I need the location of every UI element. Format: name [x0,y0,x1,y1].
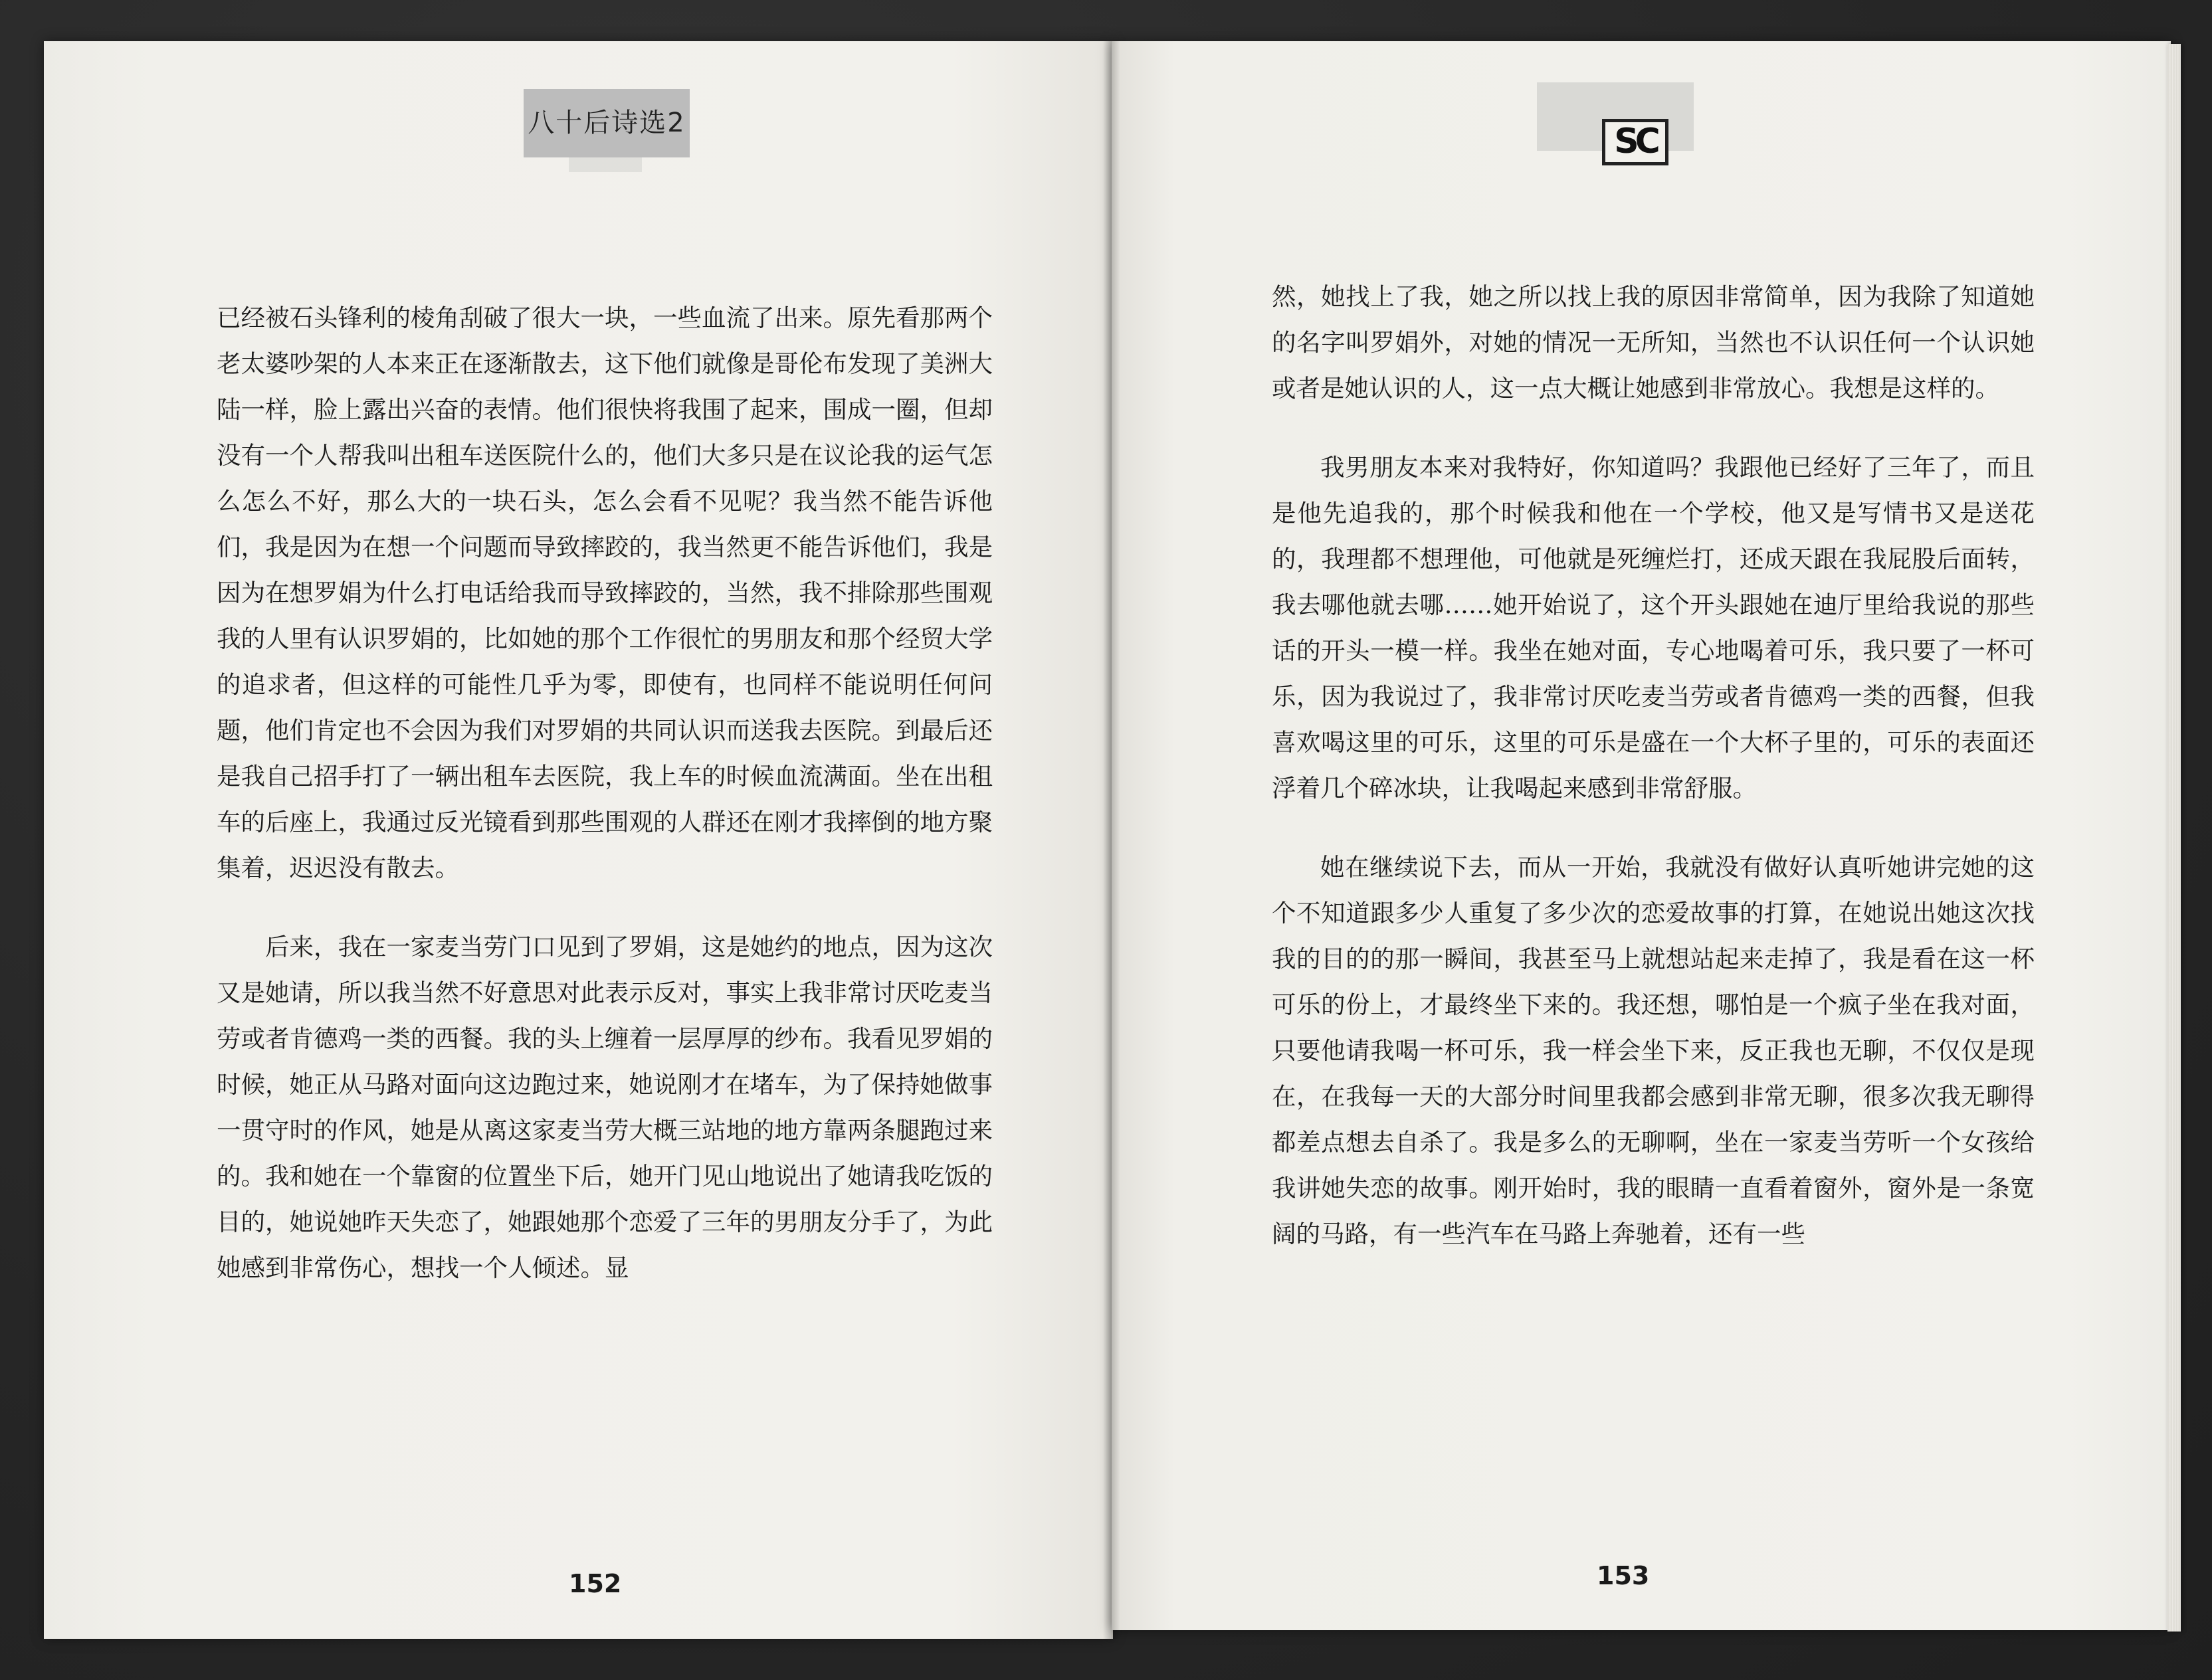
page-number: 153 [1597,1561,1650,1590]
running-header: 八十后诗选2 [528,108,686,138]
body-paragraph: 已经被石头锋利的棱角刮破了很大一块，一些血流了出来。原先看那两个老太婆吵架的人本来正在逐渐散去，这下他们就像是哥伦布发现了美洲大陆一样，脸上露出兴奋的表情。他们很快将我围了起来，围成一圈，但却没有一个人帮我叫出租车送医院什么的，他们大多只是在议论我的运气怎么怎么不好，那么大的一块石头，怎么会看不见呢？我当然不能告诉他们，我是因为在想一个问题而导致摔跤的，我当然更不能告诉他们，我是因为在想罗娟为什么打电话给我而导致摔跤的，当然，我不排除那些围观我的人里有认识罗娟的，比如她的那个工作很忙的男朋友和那个经贸大学的追求者，但这样的可能性几乎为零，即使有，也同样不能说明任何问题，他们肯定也不会因为我们对罗娟的共同认识而送我去医院。到最后还是我自己招手打了一辆出租车去医院，我上车的时候血流满面。坐在出租车的后座上，我通过反光镜看到那些围观的人群还在刚才我摔倒的地方聚集着，迟迟没有散去。 [217,304,993,882]
page-stack-edge [2167,44,2181,1632]
publisher-logo: SC [1602,119,1668,165]
body-paragraph: 然，她找上了我，她之所以找上我的原因非常简单，因为我除了知道她的名字叫罗娟外，对她的情况一无所知，当然也不认识任何一个认识她或者是她认识的人，这一点大概让她感到非常放心。我想是这样的。 [1272,282,2035,403]
right-page-body [1272,274,2035,1257]
left-page [44,41,1113,1639]
body-paragraph: 我男朋友本来对我特好，你知道吗？我跟他已经好了三年了，而且是他先追我的，那个时候我和他在一个学校，他又是写情书又是送花的，我理都不想理他，可他就是死缠烂打，还成天跟在我屁股后面转，我去哪他就去哪……她开始说了，这个开头跟她在迪厅里给我说的那些话的开头一模一样。我坐在她对面，专心地喝着可乐，我只要了一杯可乐，因为我说过了，我非常讨厌吃麦当劳或者肯德鸡一类的西餐，但我喜欢喝这里的可乐，这里的可乐是盛在一个大杯子里的，可乐的表面还浮着几个碎冰块，让我喝起来感到非常舒服。 [1272,453,2035,802]
page-number: 152 [569,1569,622,1598]
body-paragraph: 后来，我在一家麦当劳门口见到了罗娟，这是她约的地点，因为这次又是她请，所以我当然不好意思对此表示反对，事实上我非常讨厌吃麦当劳或者肯德鸡一类的西餐。我的头上缠着一层厚厚的纱布。我看见罗娟的时候，她正从马路对面向这边跑过来，她说刚才在堵车，为了保持她做事一贯守时的作风，她是从离这家麦当劳大概三站地的地方靠两条腿跑过来的。我和她在一个靠窗的位置坐下后，她开门见山地说出了她请我吃饭的目的，她说她昨天失恋了，她跟她那个恋爱了三年的男朋友分手了，为此她感到非常伤心，想找一个人倾述。显 [217,933,993,1282]
book-gutter [1103,41,1120,1639]
header-bleed-through [569,157,642,172]
left-page-body [217,295,993,1291]
right-page [1112,41,2171,1630]
body-paragraph: 她在继续说下去，而从一开始，我就没有做好认真听她讲完她的这个不知道跟多少人重复了多少次的恋爱故事的打算，在她说出她这次找我的目的的那一瞬间，我甚至马上就想站起来走掉了，我是看在这一杯可乐的份上，才最终坐下来的。我还想，哪怕是一个疯子坐在我对面，只要他请我喝一杯可乐，我一样会坐下来，反正我也无聊，不仅仅是现在，在我每一天的大部分时间里我都会感到非常无聊，很多次我无聊得都差点想去自杀了。我是多么的无聊啊，坐在一家麦当劳听一个女孩给我讲她失恋的故事。刚开始时，我的眼睛一直看着窗外，窗外是一条宽阔的马路，有一些汽车在马路上奔驰着，还有一些 [1272,853,2035,1248]
